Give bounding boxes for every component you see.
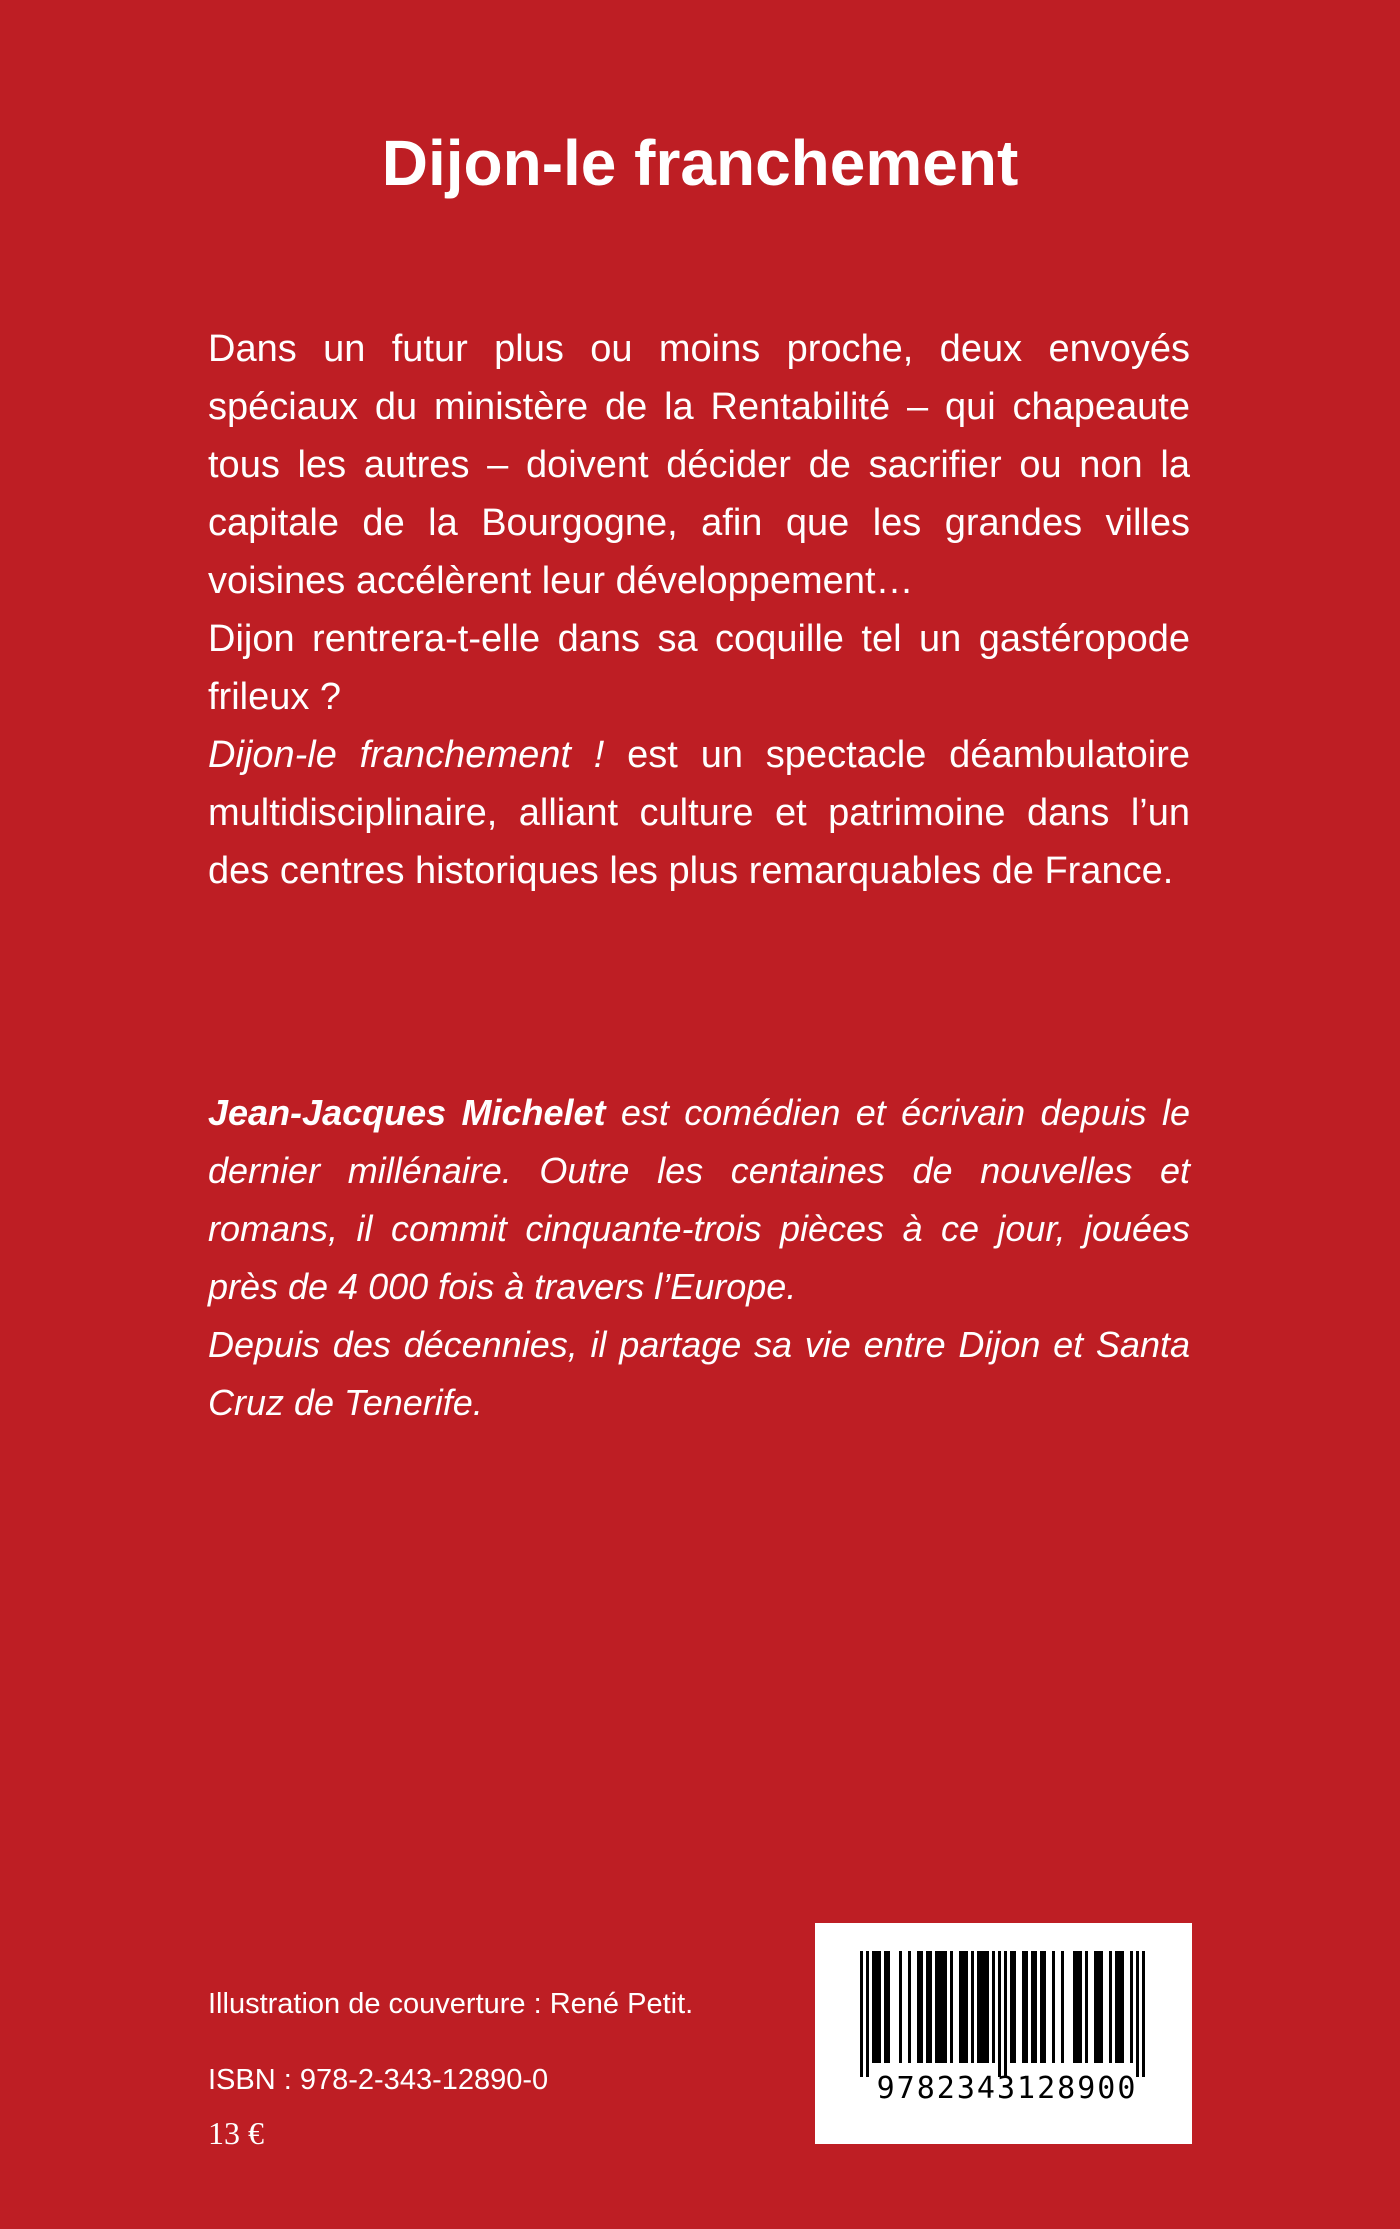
barcode-bar [872, 1951, 875, 2063]
barcode-bar [878, 1951, 881, 2063]
barcode-bar [1115, 1951, 1118, 2063]
barcode-bar [929, 1951, 932, 2063]
barcode-bar [1109, 1951, 1112, 2063]
author-bio [208, 1084, 1190, 1432]
synopsis-paragraph-1: Dans un futur plus ou moins proche, deux envoyés spéciaux du ministère de la Rentabilité – qui chapeaute tous les autres – doivent décider de sacrifier ou non la capitale de la Bourgogne, afin que les grandes villes voisines accélèrent leur développement… [208, 328, 1190, 602]
barcode-bar [908, 1951, 911, 2063]
barcode-bar [1076, 1951, 1079, 2063]
barcode-bar [998, 1951, 1001, 2077]
barcode-bar [1052, 1951, 1055, 2063]
author-bio-text: est comédien et écrivain depuis le dernier millénaire. Outre les centaines de nouvelles et romans, il commit cinquante-trois pièces à ce jour, jouées près de 4 000 fois à travers l’Europe. [208, 1092, 1190, 1307]
author-bio-paragraph-2: Depuis des décennies, il partage sa vie entre Dijon et Santa Cruz de Tenerife. [208, 1324, 1190, 1423]
barcode-bar [992, 1951, 995, 2063]
barcode-bar [920, 1951, 923, 2063]
barcode-bar [1040, 1951, 1043, 2063]
barcode-digits: 9782343128900 [876, 2071, 1138, 2106]
barcode-bar [1085, 1951, 1088, 2063]
illustration-credit: Illustration de couverture : René Petit. [208, 1988, 694, 2020]
barcode-bar [1010, 1951, 1013, 2063]
barcode-bar [965, 1951, 968, 2063]
barcode-bar [1100, 1951, 1103, 2063]
barcode [815, 1923, 1192, 2144]
synopsis-paragraph-3-text: est un spectacle déambulatoire multidisciplinaire, alliant culture et patrimoine dans l’un des centres historiques les plus remarquables de France. [208, 734, 1191, 892]
barcode-bar [884, 1951, 887, 2063]
author-name: Jean-Jacques Michelet [208, 1092, 606, 1133]
barcode-bar [1013, 1951, 1016, 2063]
synopsis [208, 320, 1190, 900]
barcode-bar [962, 1951, 965, 2063]
synopsis-show-title: Dijon-le franchement ! [208, 734, 605, 776]
barcode-bar [1043, 1951, 1046, 2063]
price: 13 € [208, 2115, 264, 2151]
barcode-bar [1097, 1951, 1100, 2063]
author-bio-paragraph-1 [208, 1084, 1190, 1316]
barcode-bar [1034, 1951, 1037, 2063]
barcode-bar [935, 1951, 938, 2063]
isbn: ISBN : 978-2-343-12890-0 [208, 2064, 549, 2096]
barcode-bar [1136, 1951, 1139, 2077]
barcode-bar [1142, 1951, 1145, 2077]
barcode-bar [959, 1951, 962, 2063]
barcode-bar [866, 1951, 869, 2077]
barcode-bar [1073, 1951, 1076, 2063]
barcode-bar [1079, 1951, 1082, 2063]
barcode-bar [944, 1951, 947, 2063]
barcode-bar [986, 1951, 989, 2063]
barcode-bar [926, 1951, 929, 2063]
barcode-bar [1022, 1951, 1025, 2063]
barcode-bars [815, 1923, 1192, 2144]
synopsis-paragraph-2: Dijon rentrera-t-elle dans sa coquille tel un gastéropode frileux ? [208, 618, 1190, 718]
barcode-bar [887, 1951, 890, 2063]
barcode-bar [980, 1951, 983, 2063]
barcode-bar [1121, 1951, 1124, 2063]
barcode-bar [941, 1951, 944, 2063]
barcode-bar [983, 1951, 986, 2063]
barcode-bar [860, 1951, 863, 2077]
barcode-bar [875, 1951, 878, 2063]
barcode-bar [1094, 1951, 1097, 2063]
barcode-bar [1130, 1951, 1133, 2063]
barcode-bar [1025, 1951, 1028, 2063]
synopsis-paragraph-3 [208, 726, 1190, 900]
barcode-bar [977, 1951, 980, 2063]
book-title: Dijon-le franchement [381, 127, 1019, 199]
barcode-bar [899, 1951, 902, 2063]
barcode-bar [950, 1951, 953, 2063]
barcode-bar [1118, 1951, 1121, 2063]
barcode-bar [1031, 1951, 1034, 2063]
barcode-bar [1061, 1951, 1064, 2063]
barcode-bar [938, 1951, 941, 2063]
barcode-bar [917, 1951, 920, 2063]
barcode-bar [971, 1951, 974, 2063]
barcode-bar [1004, 1951, 1007, 2077]
